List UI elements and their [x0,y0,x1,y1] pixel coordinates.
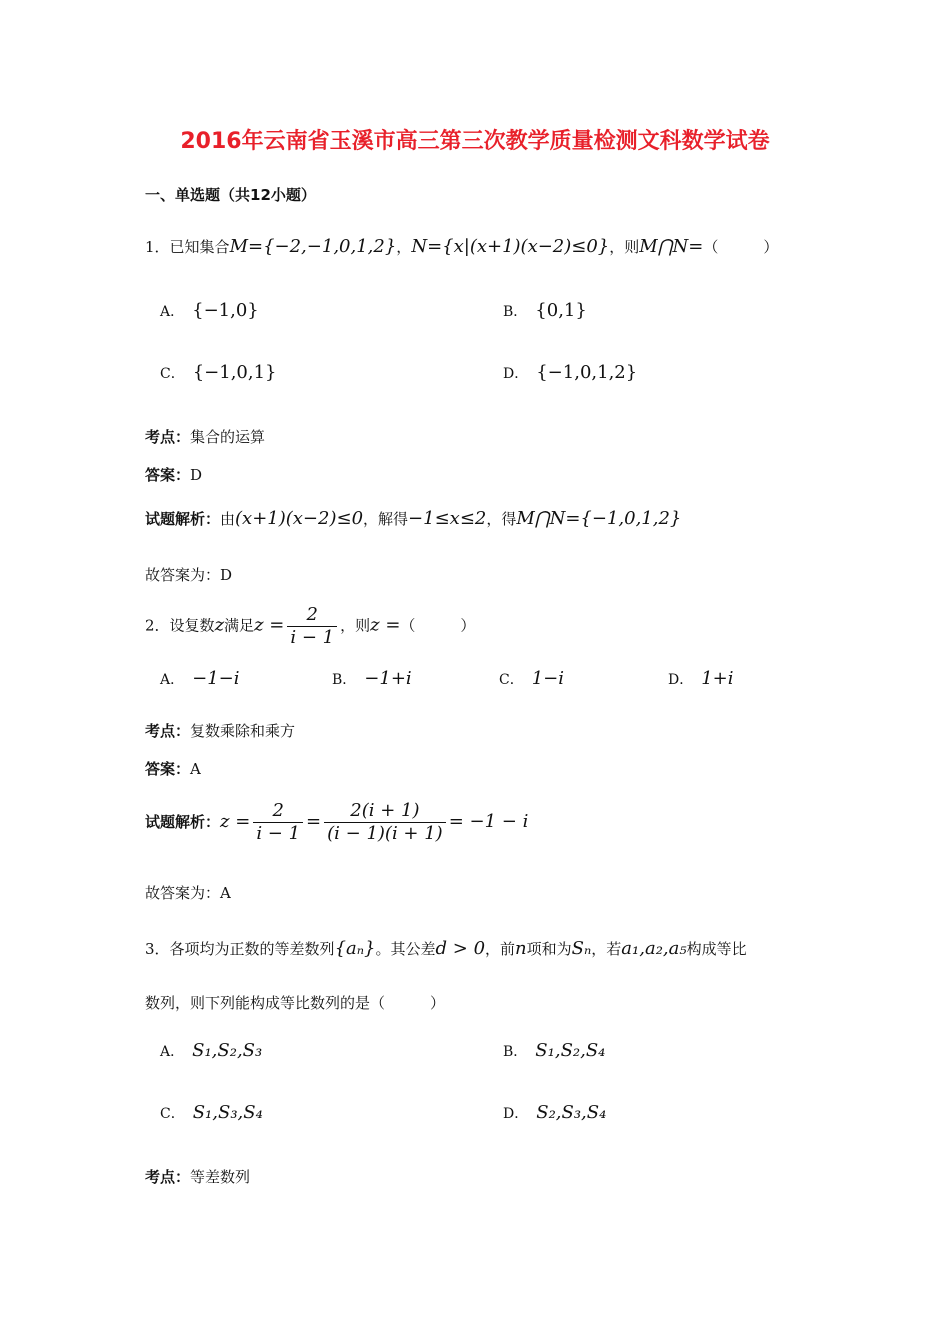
section-heading: 一、单选题（共12小题） [145,186,316,204]
question-text: ，若 [591,940,622,958]
option-label: C． [160,366,185,382]
option-label: A． [160,304,185,320]
sequence-an: {aₙ} [334,938,376,959]
option-label: C． [499,672,524,688]
question-3 [145,938,747,959]
knowledge-point [145,426,265,447]
solution-text: 由 [220,510,236,528]
solution-formula: (x+1)(x−2)≤0 [235,508,364,529]
option-value: 1−i [531,668,565,689]
answer-label: 答案： [145,466,191,484]
option-label: D． [503,366,529,382]
answer-label: 答案： [145,760,191,778]
knowledge-point-label: 考点： [145,428,191,446]
fraction-denominator: (i − 1)(i + 1) [327,823,443,844]
conclusion-label: 故答案为： [145,566,221,584]
knowledge-point [145,720,295,741]
question-number: 2． [145,616,170,635]
set-m-definition: M={−2,−1,0,1,2} [229,236,397,257]
option-label: B． [332,672,357,688]
question-number: 1． [145,238,170,256]
option-value: {−1,0} [192,300,259,321]
question-2 [145,604,475,649]
option-value: −1+i [364,668,412,689]
fraction [287,604,337,649]
option-label: C． [160,1106,185,1122]
fraction-numerator: 2 [253,800,303,823]
variable-sn: Sₙ [571,938,592,959]
option-d[interactable] [503,1102,606,1123]
solution [145,800,528,845]
fraction-denominator: i − 1 [256,823,301,844]
conclusion-value: D [220,566,233,584]
question-text: 满足 [224,616,255,635]
equation-lhs: z = [254,614,285,636]
question-text: 。其公差 [375,940,436,958]
knowledge-point-value: 等差数列 [190,1168,251,1186]
conclusion-label: 故答案为： [145,884,221,902]
knowledge-point-value: 集合的运算 [190,428,266,446]
conclusion [145,564,232,585]
knowledge-point-value: 复数乘除和乘方 [190,722,296,740]
set-n-definition: N={x|(x+1)(x−2)≤0} [411,236,610,257]
option-value: S₁,S₃,S₄ [192,1102,263,1123]
solution-formula: −1≤x≤2 [408,508,487,529]
equals-sign: = [306,811,322,832]
fraction [253,800,303,845]
condition-d: d > 0 [435,938,486,959]
option-value: S₁,S₂,S₃ [192,1040,263,1061]
option-label: B． [503,304,528,320]
question-ask: z = [370,614,401,636]
solution-rhs: = −1 − i [448,811,529,832]
question-1 [145,236,778,257]
fraction [324,800,446,845]
option-b[interactable] [503,300,587,321]
question-text: 构成等比 [686,940,747,958]
option-a[interactable] [160,1040,262,1061]
option-a[interactable] [160,668,240,689]
fraction-numerator: 2(i + 1) [324,800,446,823]
option-label: A． [160,1044,185,1060]
option-value: {−1,0,1} [192,362,277,383]
solution-text: ，得 [486,510,517,528]
page-title: 2016年云南省玉溪市高三第三次教学质量检测文科数学试卷 [180,129,770,154]
question-text: ，前 [485,940,516,958]
option-label: D． [503,1106,529,1122]
question-3-line2: 数列，则下列能构成等比数列的是（ ） [145,994,446,1012]
knowledge-point-label: 考点： [145,722,191,740]
variable-n: n [515,938,527,959]
fraction-numerator: 2 [287,604,337,627]
option-value: S₂,S₃,S₄ [536,1102,607,1123]
option-a[interactable] [160,300,259,321]
terms-a: a₁,a₂,a₅ [621,938,687,959]
option-value: {0,1} [535,300,587,321]
solution-label: 试题解析： [145,510,221,528]
option-c[interactable] [160,1102,263,1123]
knowledge-point-label: 考点： [145,1168,191,1186]
answer-paren: （ ） [400,616,476,635]
knowledge-point [145,1166,250,1187]
question-text: ，则 [340,616,371,635]
fraction-denominator: i − 1 [290,627,335,648]
solution-text: ，解得 [363,510,409,528]
conclusion-value: A [220,884,231,902]
separator: ， [396,238,412,256]
solution-formula: M⋂N={−1,0,1,2} [516,508,682,529]
option-d[interactable] [503,362,637,383]
solution-label: 试题解析： [145,813,221,831]
conclusion [145,882,231,903]
question-text: 设复数 [169,616,215,635]
answer [145,464,202,485]
option-c[interactable] [160,362,277,383]
question-text: 项和为 [526,940,572,958]
option-d[interactable] [668,668,734,689]
variable-z: z [214,614,225,636]
answer-value: A [190,760,201,778]
question-text: 各项均为正数的等差数列 [169,940,335,958]
answer [145,758,201,779]
option-b[interactable] [332,668,412,689]
option-label: A． [160,672,185,688]
option-value: 1+i [701,668,734,689]
option-label: B． [503,1044,528,1060]
solution [145,508,681,529]
option-value: −1−i [192,668,240,689]
option-value: S₁,S₂,S₄ [535,1040,606,1061]
answer-value: D [190,466,203,484]
solution-lhs: z = [220,811,251,832]
option-value: {−1,0,1,2} [536,362,638,383]
answer-paren: （ ） [703,238,779,256]
question-ask: M⋂N= [639,236,704,257]
option-c[interactable] [499,668,564,689]
question-number: 3． [145,940,170,958]
question-text: ，则 [609,238,640,256]
option-label: D． [668,672,694,688]
question-text: 已知集合 [169,238,230,256]
option-b[interactable] [503,1040,605,1061]
